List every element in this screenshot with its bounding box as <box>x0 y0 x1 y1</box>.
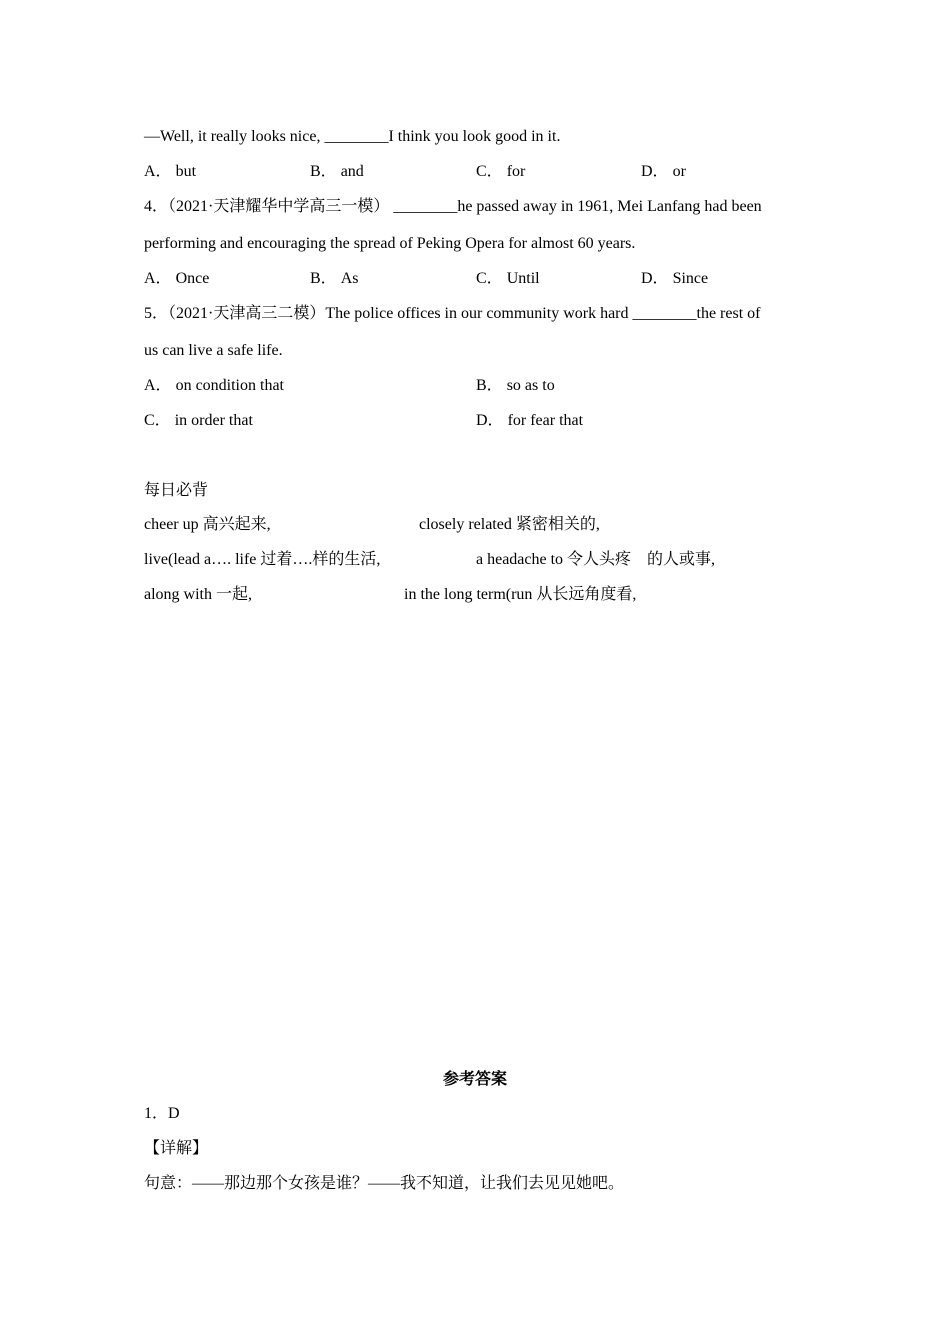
option-text: and <box>340 163 364 180</box>
q4-option-a <box>144 269 209 289</box>
option-text: for <box>506 163 526 180</box>
option-letter: C． <box>476 163 503 180</box>
option-text: for fear that <box>507 412 584 429</box>
option-text: Until <box>506 270 540 287</box>
q5-line-1: 5．（2021·天津高三二模）The police offices in our community work hard ________the rest of <box>144 305 761 322</box>
daily-phrase: closely related 紧密相关的, <box>419 516 600 533</box>
option-letter: C． <box>476 270 503 287</box>
option-letter: A． <box>144 163 172 180</box>
option-letter: D． <box>641 163 669 180</box>
q4-option-d <box>641 269 708 289</box>
q4-option-b <box>310 269 358 289</box>
q3-option-d <box>641 162 686 182</box>
answer-sentence: 句意：——那边那个女孩是谁？——我不知道，让我们去见见她吧。 <box>144 1175 625 1192</box>
q5-option-b <box>476 376 555 396</box>
daily-phrase: live(lead a…. life 过着….样的生活, <box>144 551 381 568</box>
option-letter: C． <box>144 412 171 429</box>
daily-phrase: cheer up 高兴起来, <box>144 516 271 533</box>
option-letter: B． <box>310 163 337 180</box>
option-letter: D． <box>641 270 669 287</box>
option-letter: D． <box>476 412 504 429</box>
detail-label: 【详解】 <box>144 1140 209 1157</box>
q5-option-d <box>476 411 583 431</box>
option-text: in order that <box>174 412 253 429</box>
q5-option-a <box>144 376 284 396</box>
option-text: Since <box>672 270 709 287</box>
option-text: As <box>340 270 359 287</box>
q5-line-2: us can live a safe life. <box>144 342 283 359</box>
option-text: Once <box>175 270 210 287</box>
q4-option-c <box>476 269 540 289</box>
option-letter: B． <box>310 270 337 287</box>
option-letter: A． <box>144 270 172 287</box>
answers-title: 参考答案 <box>442 1071 507 1088</box>
q4-line-1: 4．（2021·天津耀华中学高三一模） ________he passed away in 1961, Mei Lanfang had been <box>144 198 762 215</box>
option-text: so as to <box>506 377 555 394</box>
daily-phrase: a headache to 令人头疼 的人或事, <box>476 551 716 568</box>
q4-line-2: performing and encouraging the spread of Peking Opera for almost 60 years. <box>144 235 636 252</box>
daily-heading: 每日必背 <box>144 482 209 499</box>
q5-option-c <box>144 411 253 431</box>
q3-option-a <box>144 162 196 182</box>
daily-phrase: along with 一起, <box>144 586 252 603</box>
option-text: or <box>672 163 686 180</box>
option-letter: B． <box>476 377 503 394</box>
q3-option-c <box>476 162 525 182</box>
q3-line: —Well, it really looks nice, ________I think you look good in it. <box>144 128 561 145</box>
daily-phrase: in the long term(run 从长远角度看, <box>404 586 637 603</box>
option-letter: A． <box>144 377 172 394</box>
answer-item-1: 1．D <box>144 1105 180 1122</box>
q3-option-b <box>310 162 364 182</box>
option-text: but <box>175 163 197 180</box>
option-text: on condition that <box>175 377 284 394</box>
